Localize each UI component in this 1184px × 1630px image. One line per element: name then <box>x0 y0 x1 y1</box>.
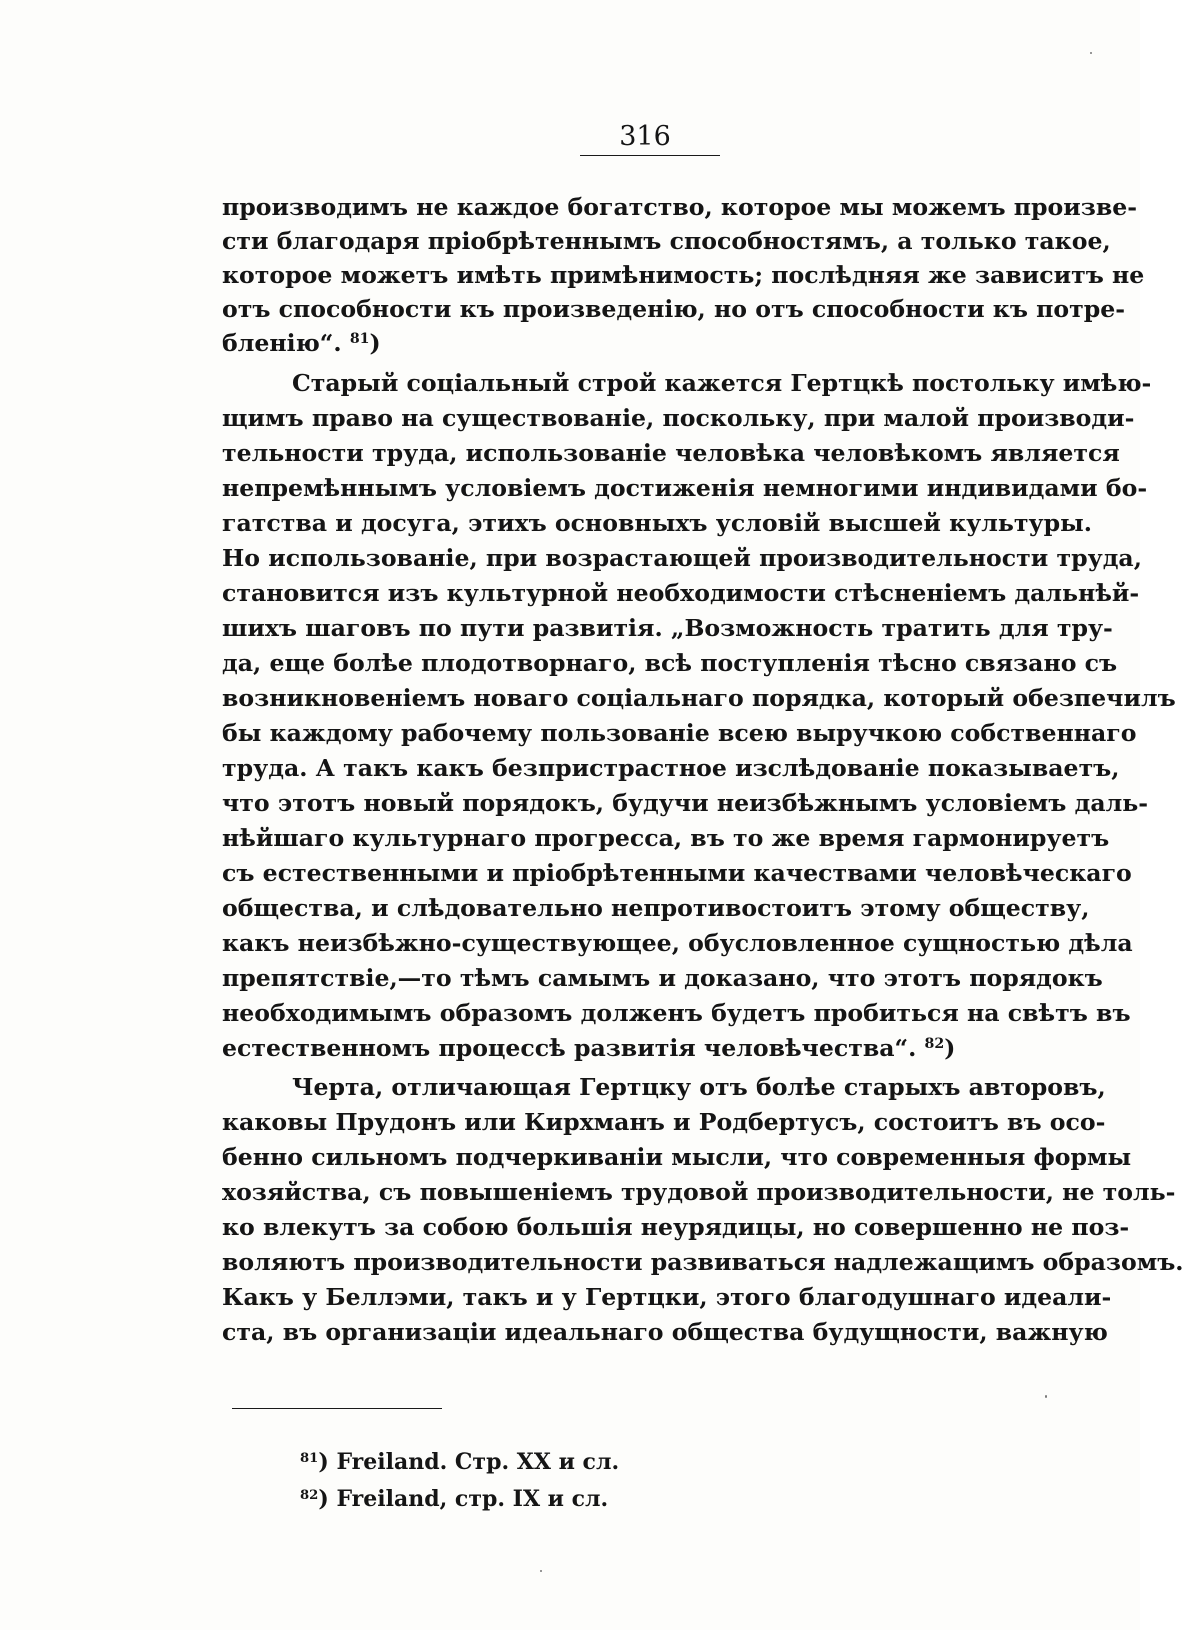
footnote <box>300 1484 608 1514</box>
text-line <box>222 1031 1072 1065</box>
text-line <box>222 646 1118 680</box>
scan-speck <box>1045 1395 1047 1398</box>
line-text: какъ неизбѣжно-существующее, обусловленное сущностью дѣла <box>222 929 1133 957</box>
text-line <box>222 716 1137 750</box>
text-line <box>222 506 1093 540</box>
page-number: 316 <box>619 121 671 152</box>
text-line <box>222 891 1090 925</box>
text-line <box>222 1175 1176 1209</box>
text-line <box>222 190 1138 224</box>
footnote-text: Freiland, стр. IX и сл. <box>328 1486 609 1512</box>
text-line <box>222 471 1148 505</box>
line-text: гатства и досуга, этихъ основныхъ условій высшей культуры. <box>222 509 1093 537</box>
scan-speck <box>1090 52 1092 54</box>
footnote <box>300 1447 619 1477</box>
line-text: общества, и слѣдовательно непротивостоитъ этому обществу, <box>222 894 1090 922</box>
text-line <box>222 1245 1184 1279</box>
line-text: производимъ не каждое богатство, которое мы можемъ произве- <box>222 193 1138 221</box>
line-text: что этотъ новый порядокъ, будучи неизбѣжнымъ условіемъ даль- <box>222 789 1149 817</box>
line-text: Но использованіе, при возрастающей производительности труда, <box>222 544 1142 572</box>
footnote-ref-paren: ) <box>944 1034 956 1062</box>
text-line <box>222 961 1103 995</box>
line-text: щимъ право на существованіе, поскольку, при малой производи- <box>222 404 1135 432</box>
line-text: отъ способности къ произведенію, но отъ способности къ потре- <box>222 295 1126 323</box>
footnote-ref: 81 <box>349 331 370 348</box>
line-text: Черта, отличающая Гертцку отъ болѣе старыхъ авторовъ, <box>292 1073 1106 1101</box>
text-line <box>222 926 1133 960</box>
text-line <box>222 1140 1132 1174</box>
line-text: да, еще болѣе плодотворнаго, всѣ поступленія тѣсно связано съ <box>222 649 1118 677</box>
text-line <box>222 1105 1106 1139</box>
line-text: бенно сильномъ подчеркиваніи мысли, что современныя формы <box>222 1143 1132 1171</box>
line-text: ко влекутъ за собою большія неурядицы, но совершенно не поз- <box>222 1213 1130 1241</box>
text-line <box>222 401 1135 435</box>
text-line <box>222 681 1176 715</box>
footnote-number: 81 <box>300 1450 319 1466</box>
line-text: тельности труда, использованіе человѣка человѣкомъ является <box>222 439 1120 467</box>
line-text: хозяйства, съ повышеніемъ трудовой производительности, не толь- <box>222 1178 1176 1206</box>
header-rule <box>580 155 720 156</box>
line-text: возникновеніемъ новаго соціальнаго порядка, который обезпечилъ <box>222 684 1176 712</box>
text-line <box>222 436 1120 470</box>
text-line <box>222 786 1149 820</box>
line-text: шихъ шаговъ по пути развитія. „Возможность тратить для тру- <box>222 614 1113 642</box>
line-text: бы каждому рабочему пользованіе всею выручкою собственнаго <box>222 719 1137 747</box>
text-line <box>222 224 1111 258</box>
line-text: сти благодаря пріобрѣтеннымъ способностямъ, а только такое, <box>222 227 1111 255</box>
footnote-text: Freiland. Стр. XX и сл. <box>328 1449 620 1475</box>
text-line <box>222 576 1140 610</box>
line-text: бленію“. <box>222 329 342 357</box>
line-text: ста, въ организаціи идеальнаго общества будущности, важную <box>222 1318 1108 1346</box>
footnote-rule <box>232 1408 442 1409</box>
text-line <box>222 326 1072 360</box>
text-line <box>222 821 1110 855</box>
text-line <box>222 611 1113 645</box>
line-text: непремѣннымъ условіемъ достиженія немногими индивидами бо- <box>222 474 1148 502</box>
line-text: необходимымъ образомъ долженъ будетъ пробиться на свѣтъ въ <box>222 999 1131 1027</box>
text-line <box>292 1070 1106 1104</box>
footnote-number-paren: ) <box>318 1449 329 1475</box>
text-line <box>222 258 1145 292</box>
line-text: препятствіе,—то тѣмъ самымъ и доказано, что этотъ порядокъ <box>222 964 1103 992</box>
footnote-number: 82 <box>300 1487 319 1503</box>
text-line <box>222 1280 1112 1314</box>
line-text: нѣйшаго культурнаго прогресса, въ то же время гармонируетъ <box>222 824 1110 852</box>
line-text: Какъ у Беллэми, такъ и у Гертцки, этого благодушнаго идеали- <box>222 1283 1112 1311</box>
text-line <box>222 996 1131 1030</box>
footnote-number-paren: ) <box>318 1486 329 1512</box>
text-line <box>222 856 1132 890</box>
text-line <box>292 366 1152 400</box>
text-line <box>222 1315 1108 1349</box>
footnote-ref: 82 <box>924 1036 945 1053</box>
line-text: становится изъ культурной необходимости стѣсненіемъ дальнѣй- <box>222 579 1140 607</box>
scan-speck <box>540 1570 542 1572</box>
text-line <box>222 1210 1130 1244</box>
line-text: Старый соціальный строй кажется Гертцкѣ постольку имѣю- <box>292 369 1152 397</box>
text-line <box>222 292 1126 326</box>
text-line <box>222 751 1120 785</box>
line-text: которое можетъ имѣть примѣнимость; послѣдняя же зависитъ не <box>222 261 1145 289</box>
line-text: труда. А такъ какъ безпристрастное изслѣдованіе показываетъ, <box>222 754 1120 782</box>
line-text: воляютъ производительности развиваться надлежащимъ образомъ. <box>222 1248 1184 1276</box>
text-line <box>222 541 1142 575</box>
line-text: каковы Прудонъ или Кирхманъ и Родбертусъ, состоитъ въ осо- <box>222 1108 1106 1136</box>
line-text: съ естественными и пріобрѣтенными качествами человѣческаго <box>222 859 1132 887</box>
footnote-ref-paren: ) <box>369 329 381 357</box>
line-text: естественномъ процессѣ развитія человѣчества“. <box>222 1034 917 1062</box>
